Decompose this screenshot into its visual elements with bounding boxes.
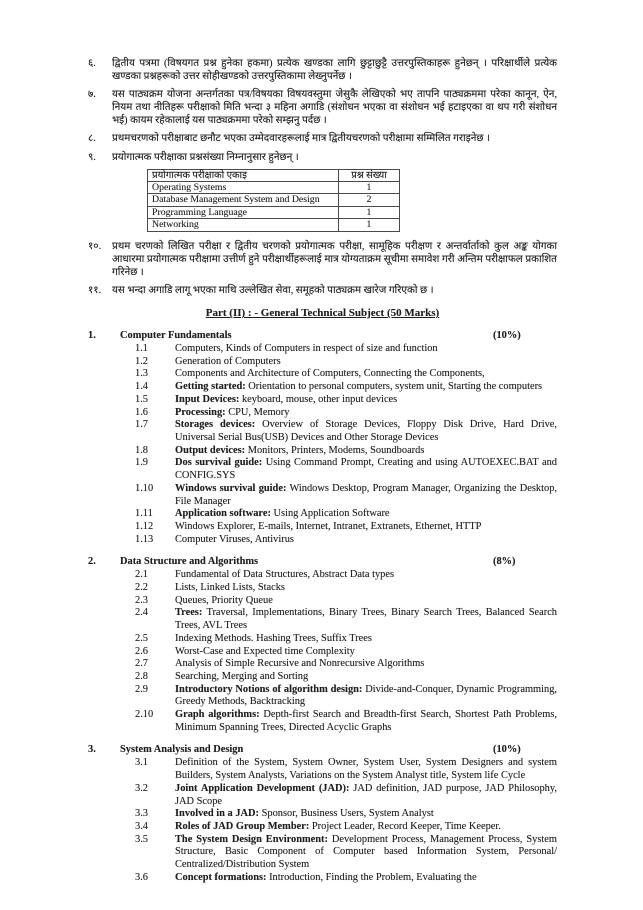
item-number: 2.4 — [135, 607, 148, 619]
syllabus-item — [88, 381, 557, 394]
nepali-item-11 — [88, 284, 557, 297]
item-body: Monitors, Printers, Modems, Soundboards — [245, 444, 425, 456]
item-lead: Dos survival guide: — [175, 457, 263, 469]
item-text — [175, 658, 557, 671]
item-text — [175, 483, 557, 508]
item-body: Lists, Linked Lists, Stacks — [175, 582, 285, 594]
item-body: Windows Explorer, E-mails, Internet, Intranet, Extranets, Ethernet, HTTP — [175, 520, 482, 532]
section-number: 3. — [88, 744, 96, 756]
item-text — [175, 521, 557, 534]
syllabus-item — [88, 595, 557, 608]
item-lead: Graph algorithms: — [175, 709, 260, 721]
item-text — [175, 343, 557, 356]
item-lead: Concept formations: — [175, 871, 267, 883]
syllabus-item — [88, 508, 557, 521]
table-row — [148, 219, 400, 231]
nepali-item-9 — [88, 151, 557, 164]
item-text: यस पाठ्यक्रम योजना अन्तर्गतका पत्र/विषयका विषयवस्तुमा जेसुकै लेखिएको भए तापनि पाठ्यक्रममा परेका कानून, ऐन, नियम तथा नीतिहरू परीक्षाको मिति भन्दा ३ महिना अगाडि (संशोधन भएका वा संशोधन भई हटाइएका वा थप गरी संशोधन भई) कायम रहेकालाई यस पाठ्यक्रममा परेको सम्झनु पर्दछ । — [112, 89, 557, 127]
item-number: ९. — [88, 151, 96, 163]
item-body: Fundamental of Data Structures, Abstract Data types — [175, 569, 395, 581]
item-text — [175, 872, 557, 885]
item-number: 1.10 — [135, 482, 154, 494]
item-text — [175, 633, 557, 646]
syllabus-item — [88, 671, 557, 684]
item-body: Depth-first Search and Breadth-first Search, Shortest Path Problems, Minimum Spanning Trees, Directed Acyclic Graphs — [175, 709, 557, 733]
syllabus-item — [88, 582, 557, 595]
item-body: Analysis of Simple Recursive and Nonrecursive Algorithms — [175, 658, 425, 670]
item-body: Computer Viruses, Antivirus — [175, 533, 294, 545]
item-body: Queues, Priority Queue — [175, 594, 273, 606]
item-text — [175, 595, 557, 608]
syllabus-item — [88, 483, 557, 508]
item-lead: Involved in a JAD: — [175, 808, 260, 820]
item-body: Worst-Case and Expected time Complexity — [175, 645, 355, 657]
item-text — [175, 671, 557, 684]
item-text: द्वितीय पत्रमा (विषयगत प्रश्न हुनेका हकमा) प्रत्येक खण्डका लागि छुट्टाछुट्टै उत्तरपुस्तिकाहरू हुनेछन् । परिक्षार्थीले प्रत्येक खण्डका प्रश्नहरूको उत्तर सोहीखण्डको उत्तरपुस्तिकामा लेख्नुपर्नेछ । — [112, 58, 557, 83]
section-number: 1. — [88, 330, 96, 342]
syllabus-item — [88, 419, 557, 444]
table-header-row — [148, 169, 400, 181]
item-lead: Trees: — [175, 607, 203, 619]
table-row — [148, 182, 400, 194]
count-cell: 1 — [339, 182, 400, 194]
item-body: Indexing Methods. Hashing Trees, Suffix Trees — [175, 632, 372, 644]
item-body: Generation of Computers — [175, 355, 281, 367]
section-data-structure-algorithms — [88, 555, 557, 734]
item-number: 1.11 — [135, 508, 153, 520]
syllabus-item — [88, 343, 557, 356]
item-lead: Processing: — [175, 406, 226, 418]
item-number: 1.9 — [135, 457, 148, 469]
item-lead: Windows survival guide: — [175, 482, 287, 494]
syllabus-item — [88, 407, 557, 420]
item-number: 3.2 — [135, 782, 148, 794]
item-number: 3.4 — [135, 820, 148, 832]
item-number: ७. — [88, 89, 96, 101]
section-heading — [88, 555, 557, 568]
syllabus-item — [88, 368, 557, 381]
item-number: 2.9 — [135, 683, 148, 695]
item-number: १०. — [88, 240, 102, 252]
unit-cell: Networking — [148, 219, 339, 231]
item-text — [175, 582, 557, 595]
count-cell: 1 — [339, 206, 400, 218]
item-text — [175, 356, 557, 369]
nepali-item-7 — [88, 88, 557, 127]
item-number: 2.3 — [135, 594, 148, 606]
item-number: 3.6 — [135, 871, 148, 883]
syllabus-item — [88, 821, 557, 834]
item-text — [175, 508, 557, 521]
unit-cell: Operating Systems — [148, 182, 339, 194]
item-text — [175, 783, 557, 808]
item-body: Searching, Merging and Sorting — [175, 670, 309, 682]
count-cell: 2 — [339, 194, 400, 206]
syllabus-item — [88, 569, 557, 582]
item-number: 2.1 — [135, 569, 148, 581]
item-lead: Getting started: — [175, 381, 246, 393]
section-number: 2. — [88, 556, 96, 568]
section-system-analysis-design — [88, 743, 557, 884]
syllabus-item — [88, 356, 557, 369]
item-text — [175, 684, 557, 709]
table-row — [148, 206, 400, 218]
item-text — [175, 757, 557, 782]
item-text — [175, 569, 557, 582]
item-number: 1.12 — [135, 520, 154, 532]
item-number: 1.1 — [135, 343, 148, 355]
item-text — [175, 607, 557, 632]
table-header-count: प्रश्न संख्या — [339, 169, 400, 181]
item-number: 2.2 — [135, 582, 148, 594]
item-body: Components and Architecture of Computers, Connecting the Components, — [175, 368, 485, 380]
item-lead: Joint Application Development (JAD): — [175, 782, 350, 794]
section-title: System Analysis and Design — [120, 744, 244, 756]
section-weight: (10%) — [493, 744, 521, 756]
section-weight: (8%) — [493, 556, 516, 568]
item-text — [175, 394, 557, 407]
syllabus-item — [88, 633, 557, 646]
item-body: Traversal, Implementations, Binary Trees, Binary Search Trees, Balanced Search Trees, AVL Trees — [175, 607, 557, 632]
unit-cell: Programming Language — [148, 206, 339, 218]
item-body: Divide-and-Conquer, Dynamic Programming, Greedy Methods, Backtracking — [175, 683, 557, 708]
item-number: 2.10 — [135, 709, 154, 721]
item-body: keyboard, mouse, other input devices — [239, 393, 398, 405]
item-body: Overview of Storage Devices, Floppy Disk Drive, Hard Drive, Universal Serial Bus(USB) Devices and Other Storage Devices — [175, 419, 557, 443]
item-body: Using Command Prompt, Creating and using AUTOEXEC.BAT and CONFIG.SYS — [175, 457, 557, 482]
page-content — [88, 57, 557, 884]
item-number: ११. — [88, 284, 102, 296]
item-body: Orientation to personal computers, system unit, Starting the computers — [245, 381, 543, 393]
item-text — [175, 808, 557, 821]
item-text — [175, 834, 557, 872]
syllabus-item — [88, 534, 557, 547]
item-lead: Roles of JAD Group Member: — [175, 820, 310, 832]
item-number: 1.3 — [135, 368, 148, 380]
item-number: 1.7 — [135, 419, 148, 431]
item-number: 1.4 — [135, 381, 148, 393]
item-body: Introduction, Finding the Problem, Evaluating the — [266, 871, 477, 883]
item-text: प्रथमचरणको परीक्षाबाट छनौट भएका उम्मेदवारहरूलाई मात्र द्वितीयचरणको परीक्षामा सम्मिलित गराइनेछ । — [112, 133, 490, 145]
syllabus-item — [88, 457, 557, 482]
item-text: प्रथम चरणको लिखित परीक्षा र द्वितीय चरणको प्रयोगात्मक परीक्षा, सामूहिक परीक्षण र अन्तर्वार्ताको कुल अङ्क योगका आधारमा प्रयोगात्मक परीक्षामा उत्तीर्ण हुने परीक्षार्थीहरूलाई मात्र योग्यताक्रम सूचीमा समावेश गरी अन्तिम परीक्षाफल प्रकाशित गरिनेछ । — [112, 240, 557, 278]
item-number: 1.6 — [135, 406, 148, 418]
item-body: CPU, Memory — [225, 406, 290, 418]
item-lead: The System Design Environment: — [175, 833, 328, 845]
section-computer-fundamentals — [88, 329, 557, 546]
syllabus-item — [88, 709, 557, 734]
item-body: Sponsor, Business Users, System Analyst — [259, 808, 434, 820]
item-number: 1.13 — [135, 533, 154, 545]
item-text — [175, 646, 557, 659]
item-body: Using Application Software — [270, 508, 390, 520]
item-lead: Input Devices: — [175, 393, 240, 405]
nepali-item-8 — [88, 132, 557, 145]
item-body: Development Process, Management Process, System Structure, Basic Component of Computer based Information System, Personal/ Centralized/Distribution System — [175, 833, 557, 871]
item-number: 2.8 — [135, 670, 148, 682]
section-heading — [88, 329, 557, 342]
item-number: 2.6 — [135, 645, 148, 657]
item-body: Windows Desktop, Program Manager, Organizing the Desktop, File Manager — [175, 482, 557, 507]
section-title: Computer Fundamentals — [120, 330, 232, 342]
item-text — [175, 445, 557, 458]
unit-cell: Database Management System and Design — [148, 194, 339, 206]
item-number: 3.3 — [135, 808, 148, 820]
item-number: 1.8 — [135, 444, 148, 456]
item-number: 2.5 — [135, 632, 148, 644]
item-text: यस भन्दा अगाडि लागू भएका माथि उल्लेखित सेवा, समूहको पाठ्यक्रम खारेज गरिएको छ । — [112, 284, 434, 296]
item-number: ६. — [88, 58, 96, 69]
item-body: Definition of the System, System Owner, System User, System Designers and system Builders, System Analysts, Variations on the System Analyst title, System life Cycle — [175, 757, 557, 782]
item-number: 3.1 — [135, 757, 148, 769]
syllabus-item — [88, 445, 557, 458]
syllabus-item — [88, 684, 557, 709]
item-text — [175, 419, 557, 444]
item-lead: Output devices: — [175, 444, 246, 456]
item-number: 1.5 — [135, 393, 148, 405]
nepali-item-6 — [88, 57, 557, 83]
syllabus-item — [88, 658, 557, 671]
item-body: Project Leader, Record Keeper, Time Keeper. — [309, 820, 501, 832]
item-text — [175, 381, 557, 394]
item-number: 1.2 — [135, 355, 148, 367]
syllabus-item — [88, 834, 557, 872]
item-text — [175, 368, 557, 381]
practical-exam-table — [147, 169, 400, 232]
section-heading — [88, 743, 557, 756]
syllabus-item — [88, 808, 557, 821]
syllabus-item — [88, 646, 557, 659]
table-row — [148, 194, 400, 206]
item-number: 3.5 — [135, 833, 148, 845]
table-header-unit: प्रयोगात्मक परीक्षाको एकाइ — [148, 169, 339, 181]
item-text — [175, 457, 557, 482]
syllabus-item — [88, 783, 557, 808]
part-heading: Part (II) : - General Technical Subject (50 Marks) — [205, 307, 440, 320]
syllabus-item — [88, 607, 557, 632]
item-lead: Storages devices: — [175, 419, 256, 431]
item-text: प्रयोगात्मक परीक्षाका प्रश्नसंख्या निम्नानुसार हुनेछन् । — [112, 151, 299, 163]
syllabus-item — [88, 394, 557, 407]
section-weight: (10%) — [493, 330, 521, 342]
item-number: 2.7 — [135, 658, 148, 670]
item-body: JAD definition, JAD purpose, JAD Philosophy, JAD Scope — [175, 782, 557, 807]
syllabus-item — [88, 521, 557, 534]
item-body: Computers, Kinds of Computers in respect of size and function — [175, 343, 438, 355]
item-lead: Introductory Notions of algorithm design: — [175, 683, 363, 695]
section-title: Data Structure and Algorithms — [120, 556, 259, 568]
item-text — [175, 407, 557, 420]
item-text — [175, 709, 557, 734]
item-text — [175, 534, 557, 547]
item-text — [175, 821, 557, 834]
syllabus-item — [88, 757, 557, 782]
syllabus-item — [88, 872, 557, 885]
item-number: ८. — [88, 133, 96, 145]
item-lead: Application software: — [175, 508, 271, 520]
nepali-item-10 — [88, 240, 557, 279]
count-cell: 1 — [339, 219, 400, 231]
